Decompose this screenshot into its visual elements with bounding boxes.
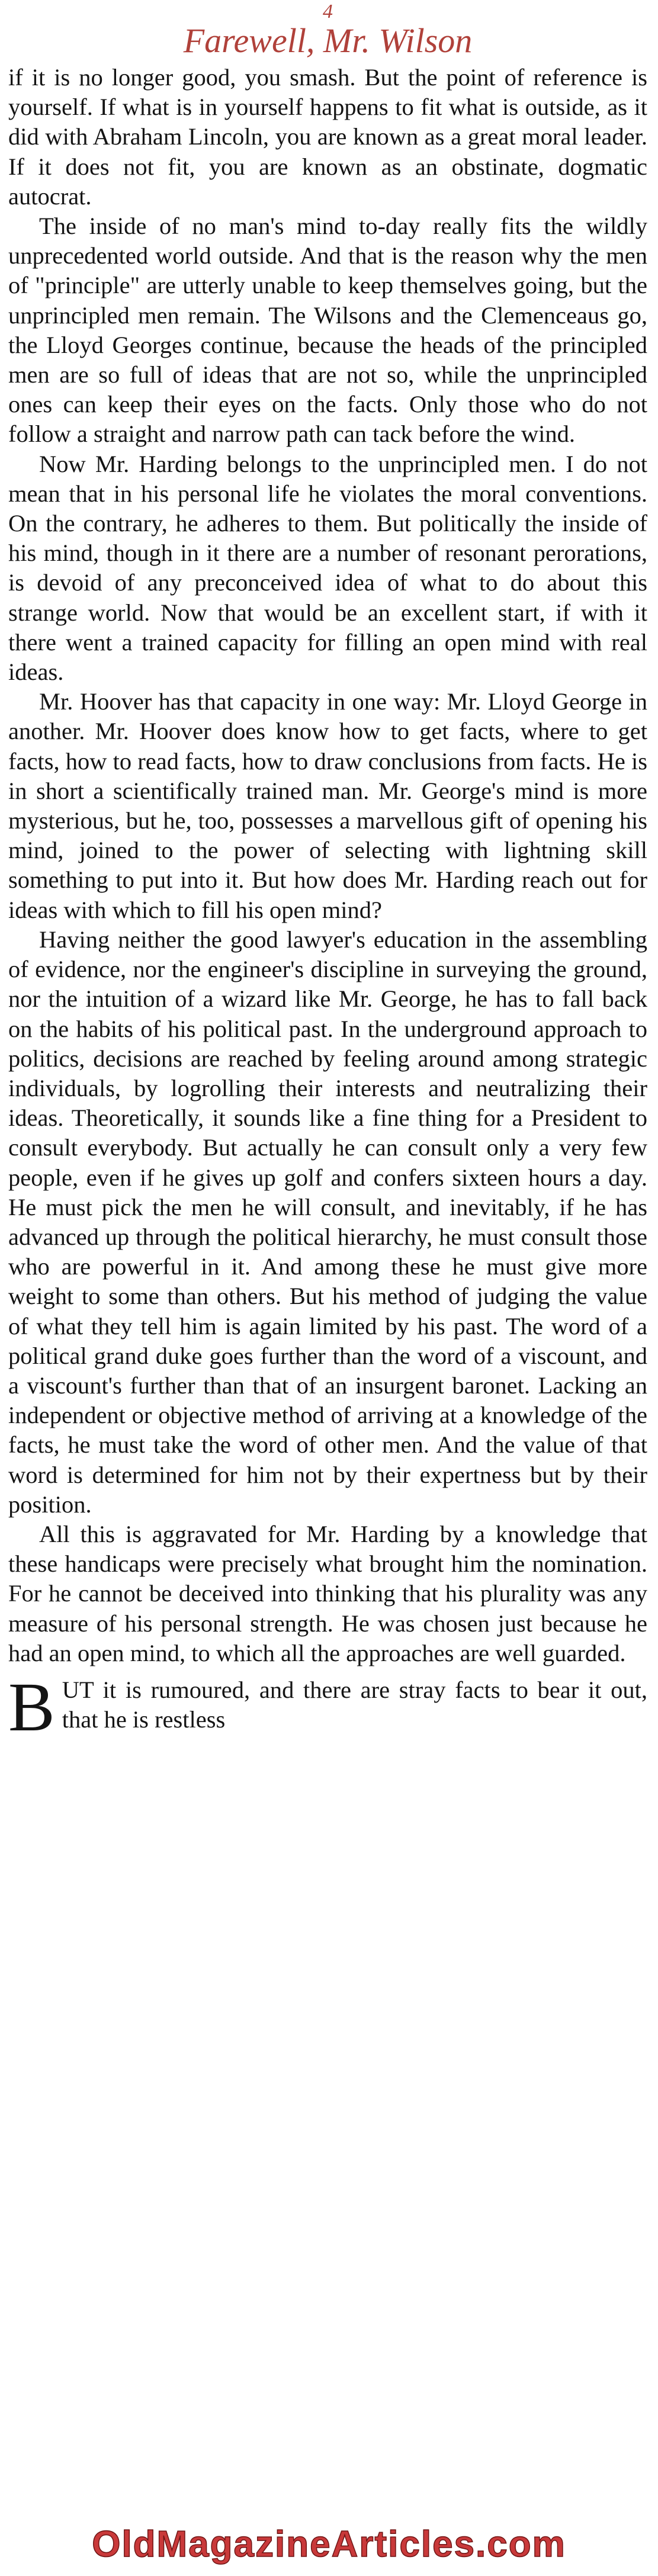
site-watermark: OldMagazineArticles.com [92,2524,566,2565]
article-title: Farewell, Mr. Wilson [183,21,473,60]
page-number: 4 [323,1,333,23]
paragraph-4: Mr. Hoover has that capacity in one way: Mr. Lloyd George in another. Mr. Hoover does know how to get facts, where to get facts, how to read facts, how to draw conclusions from facts. He is in short a scientifically trained man. Mr. George's mind is more mysterious, but he, too, possesses a marvellous gift of opening his mind, joined to the power of selecting with lightning skill something to put into it. But how does Mr. Harding reach out for ideas with which to fill his open mind? [8,688,647,923]
page-header [8,0,647,59]
final-paragraph [8,1668,647,1746]
drop-cap: B [8,1668,55,1746]
paragraph-3: Now Mr. Harding belongs to the unprincipled men. I do not mean that in his personal life he violates the moral conventions. On the contrary, he adheres to them. But politically the inside of his mind, though in it there are a number of resonant perorations, is devoid of any preconceived idea of what to do about this strange world. Now that would be an excellent start, if with it there went a trained capacity for filling an open mind with real ideas. [8,450,647,686]
paragraph-6: All this is aggravated for Mr. Harding by a knowledge that these handicaps were precisely what brought him the nomination. For he cannot be deceived into thinking that his plurality was any measure of his personal strength. He was chosen just because he had an open mind, to which all the approaches are well guarded. [8,1520,647,1666]
final-paragraph-text: UT it is rumoured, and there are stray facts to bear it out, that he is restless [62,1676,647,1733]
article-body [8,63,647,1746]
paragraph-5: Having neither the good lawyer's education in the assembling of evidence, nor the engineer's discipline in surveying the ground, nor the intuition of a wizard like Mr. George, he has to fall back on the habits of his political past. In the underground approach to politics, decisions are reached by feeling around among strategic individuals, by logrolling their interests and neutralizing their ideas. Theoretically, it sounds like a fine thing for a President to consult everybody. But actually he can consult only a very few people, even if he gives up golf and confers sixteen hours a day. He must pick the men he will consult, and inevitably, if he has advanced up through the political hierarchy, he must consult those who are powerful in it. And among these he must give more weight to some than others. But his method of judging the value of what they tell him is again limited by his past. The word of a political grand duke goes further than the word of a viscount, and a viscount's further than that of an insurgent baronet. Lacking an independent or objective method of arriving at a knowledge of the facts, he must take the word of other men. And the value of that word is determined for him not by their expertness but by their position. [8,926,647,1518]
paragraph-2: The inside of no man's mind to-day really fits the wildly unprecedented world outside. And that is the reason why the men of "principle" are utterly unable to keep themselves going, but the unprincipled men remain. The Wilsons and the Clemenceaus go, the Lloyd Georges continue, because the heads of the principled men are so full of ideas that are not so, while the unprincipled ones can keep their eyes on the facts. Only those who do not follow a straight and narrow path can tack before the wind. [8,213,647,448]
paragraph-1: if it is no longer good, you smash. But the point of reference is yourself. If what is in yourself happens to fit what is outside, as it did with Abraham Lincoln, you are known as a great moral leader. If it does not fit, you are known as an obstinate, dogmatic autocrat. [8,64,647,210]
